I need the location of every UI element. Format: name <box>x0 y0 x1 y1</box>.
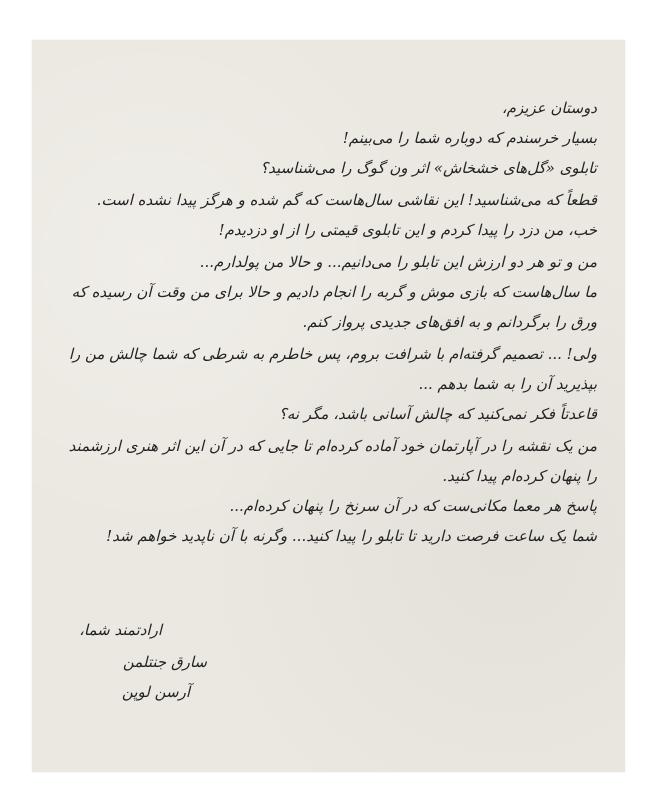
letter-line: خب، من دزد را پیدا کردم و این تابلوی قیمتی را از او دزدیدم! <box>218 221 597 239</box>
letter-line: من و تو هر دو ارزش این تابلو را می‌دانیم... و حالا من پولدارم... <box>199 253 597 271</box>
letter-closing: ارادتمند شما، <box>79 621 162 639</box>
letter-line: را پنهان کرده‌ام پیدا کنید. <box>442 467 597 485</box>
letter-line: شما یک ساعت فرصت دارید تا تابلو را پیدا کنید... وگرنه با آن ناپدید خواهم شد! <box>106 527 597 545</box>
letter-line: ورق را برگردانم و به افق‌های جدیدی پرواز کنم. <box>302 313 597 331</box>
letter-line: بسیار خرسندم که دوباره شما را می‌بینم! <box>342 129 597 147</box>
letter-line: پاسخ هر معما مکانی‌ست که در آن سرنخ را پنهان کرده‌ام... <box>229 497 597 515</box>
letter-line: ما سال‌هاست که بازی موش و گربه را انجام دادیم و حالا برای من وقت آن رسیده که <box>71 283 597 301</box>
signature-name: آرسن لوپن <box>121 683 190 701</box>
letter-line: من یک نقشه را در آپارتمان خود آماده کرده‌ام تا جایی که در آن این اثر هنری ارزشمند <box>68 437 597 455</box>
letter-line: بپذیرید آن را به شما بدهم ... <box>418 375 597 393</box>
letter-line: ولی! ... تصمیم گرفته‌ام با شرافت بروم، پس خاطرم به شرطی که شما چالش من را <box>68 345 597 363</box>
signature-title: سارق جنتلمن <box>122 653 207 671</box>
letter-line: تابلوی «گل‌های خشخاش» اثر ون گوگ را می‌شناسید؟ <box>260 159 597 177</box>
letter-greeting: دوستان عزیزم، <box>501 99 597 117</box>
letter-line: قاعدتاً فکر نمی‌کنید که چالش آسانی باشد، مگر نه؟ <box>278 405 597 423</box>
letter-body <box>32 40 625 772</box>
letter-paper <box>32 40 625 772</box>
letter-line: قطعاً که می‌شناسید! این نقاشی سال‌هاست که گم شده و هرگز پیدا نشده است. <box>96 191 597 209</box>
